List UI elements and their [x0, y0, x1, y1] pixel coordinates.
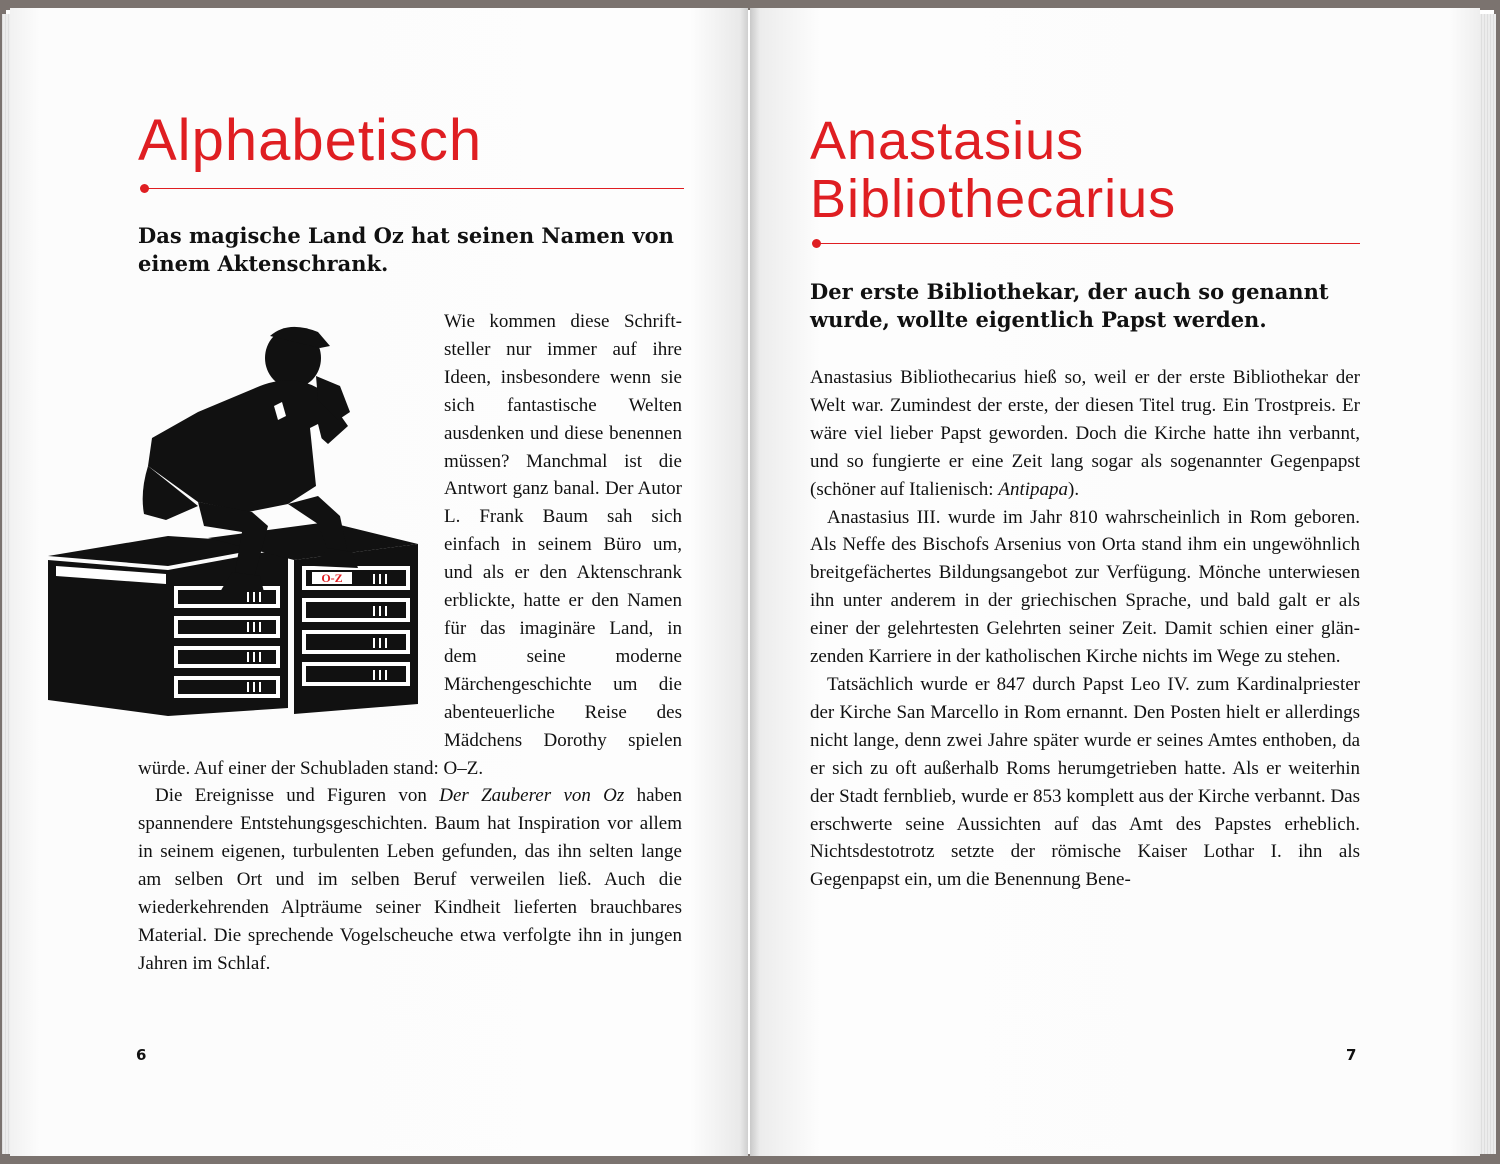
- left-title-rule: [142, 188, 684, 189]
- right-title-line-1: Anastasius: [810, 111, 1085, 171]
- left-paragraph-1: Wie kommen diese Schriftsteller nur immer auf ihre Ideen, insbesondere wenn sie sich fantastische Welten ausdenken und diese benennen müssen? Manchmal ist die Antwort ganz banal. Der Autor L. Frank Baum sah sich einfach in seinem Büro um, und als er den Aktenschrank erblickte, hatte er den Namen für das imaginäre Land, in dem seine moderne Märchengeschichte um die abenteuerliche Reise des Mädchens Dorothy spielen würde. Auf einer der Schubladen stand: O–Z.: [138, 311, 682, 779]
- right-page-title: [810, 112, 1176, 228]
- right-paragraph-1: [810, 364, 1360, 504]
- rule-dot: [140, 184, 149, 193]
- rule-dot: [812, 239, 821, 248]
- right-paragraph-1-end: ).: [1068, 478, 1080, 500]
- antipapa-italic: Antipapa: [998, 478, 1069, 500]
- left-paragraph-2: Die Ereignisse und Figuren von Der Zauberer von Oz haben spannendere Entstehungsgeschichten. Baum hat Inspiration vor allem in seinem eigenen, turbulenten Leben gefunden, das ihn selten lange am selben Ort und im selben Beruf verweilen ließ. Auch die wiederkehrenden Alpträume seiner Kindheit lieferten brauchbares Material. Die sprechende Vogelscheuche etwa verfolgte ihn in jungen Jahren im Schlaf.: [138, 785, 682, 974]
- right-lead: Der erste Bibliothekar, der auch so genannt wurde, wollte eigentlich Papst werden.: [810, 279, 1329, 332]
- left-body-text: [138, 308, 682, 978]
- right-title-line-2: Bibliothecarius: [810, 169, 1177, 229]
- left-page-title: Alphabetisch: [138, 108, 483, 173]
- left-page: [10, 8, 748, 1156]
- page-number-right: 7: [1346, 1046, 1357, 1064]
- page-number-left: 6: [136, 1046, 147, 1064]
- illustration-wrap-spacer: [138, 308, 444, 748]
- right-title-rule: [814, 243, 1360, 244]
- right-body-text: [810, 364, 1360, 894]
- drawer-label: O-Z: [321, 571, 343, 585]
- right-page: [750, 8, 1480, 1156]
- right-paragraph-1-text: Anastasius Bibliothecarius hieß so, weil er der erste Bibliothekar der Welt war. Zumindest der erste, der diesen Titel trug. Ein Trostpreis. Er wäre viel lieber Papst geworden. Doch die Kirche hatte ihn verbannt, und so fungierte er eine Zeit lang sogar als sogenannter Gegenpapst (schöner auf Italienisch:: [810, 367, 1360, 500]
- right-paragraph-3: Tatsächlich wurde er 847 durch Papst Leo IV. zum Kardinalpriester der Kirche San Marcello in Rom ernannt. Den Posten hielt er allerdings nicht lange, denn zwei Jahre später wurde er seines Amtes enthoben, da er sich zu oft außerhalb Roms herumgetrieben hatte. Als er weiterhin der Stadt fernblieb, wurde er 853 komplett aus der Kirche verbannt. Das erschwerte seine Aussichten auf das Amt des Papstes erheblich. Nichtsdestotrotz setzte der römische Kaiser Lothar I. ihn als Gegenpapst ein, um die Benennung Bene-: [810, 673, 1360, 891]
- book-title-italic: Der Zauberer von Oz: [439, 785, 625, 807]
- page-edges-right: [1478, 14, 1496, 1154]
- right-paragraph-2: Anastasius III. wurde im Jahr 810 wahrscheinlich in Rom geboren. Als Neffe des Bischofs Arsenius von Orta stand ihm ein ungewöhnlich breitgefächertes Bildungsangebot zur Verfügung. Mönche unterwiesen ihn unter anderem in der griechischen Sprache, und bald galt er als einer der gelehrtesten Gelehrten seiner Zeit. Damit schien einer glänzenden Karriere in der katholischen Kirche nichts im Wege zu stehen.: [810, 506, 1360, 668]
- left-lead: Das magische Land Oz hat seinen Namen von einem Aktenschrank.: [138, 223, 674, 276]
